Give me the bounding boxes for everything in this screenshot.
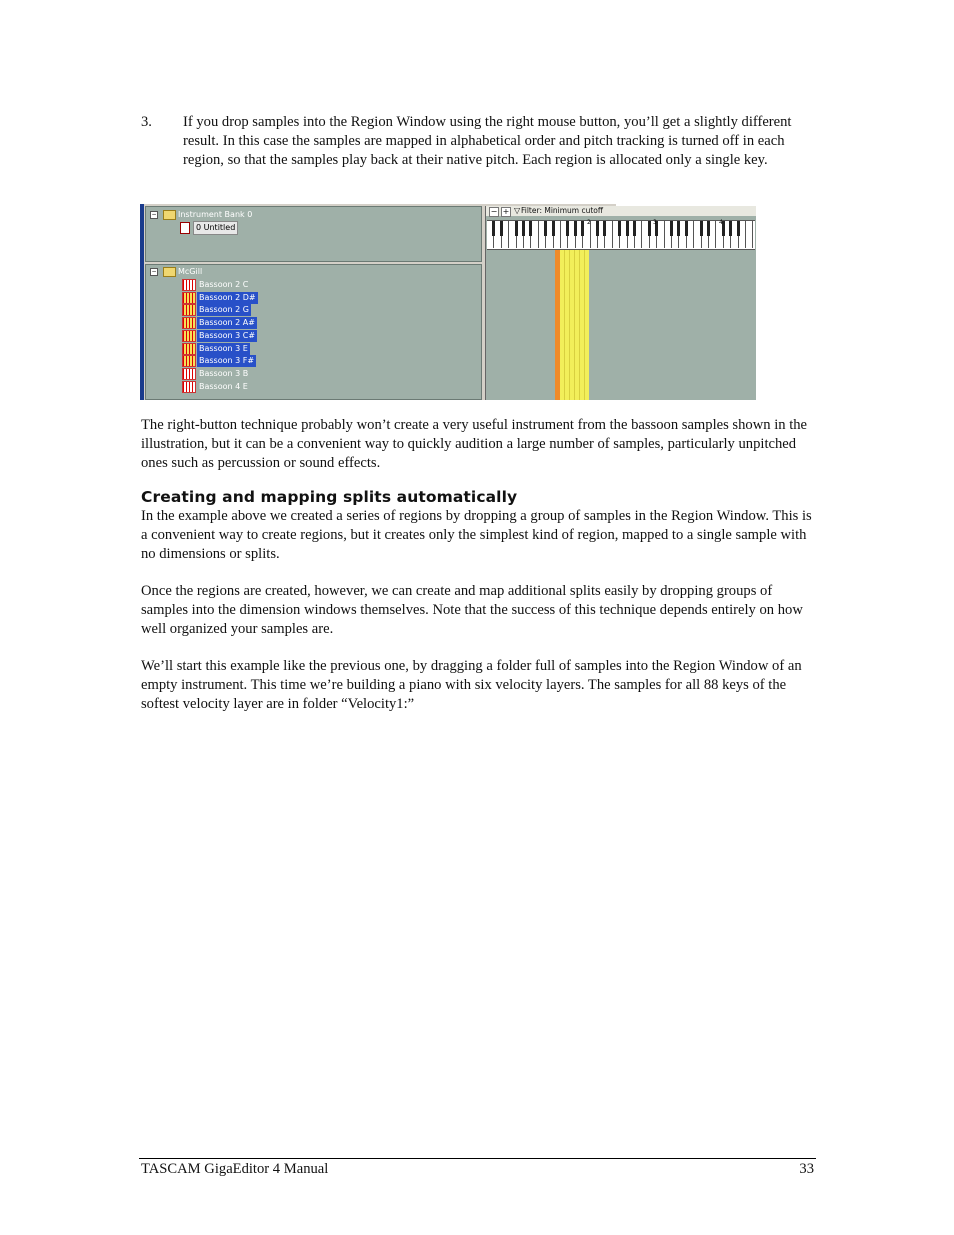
black-key[interactable] [492,221,495,236]
sample-label: Bassoon 3 E [199,343,248,353]
region-window-screenshot [140,204,723,400]
black-key[interactable] [618,221,621,236]
black-key[interactable] [729,221,732,236]
waveform-icon [182,317,196,329]
black-key[interactable] [670,221,673,236]
waveform-icon [182,381,196,393]
black-key[interactable] [522,221,525,236]
window-edge [140,204,144,400]
footer-title: TASCAM GigaEditor 4 Manual [141,1161,329,1177]
minus-button[interactable]: − [490,207,498,216]
paragraph-splits: Once the regions are created, however, we can create and map additional splits easily by dropping groups of samples into the dimension windows themselves. Note that the success of this technique depends entirely on how well organized your samples are. [141,583,803,637]
collapse-icon[interactable]: − [151,211,157,218]
sample-label: Bassoon 3 C# [199,330,256,340]
black-key[interactable] [515,221,518,236]
plus-button[interactable]: + [502,207,510,216]
black-key[interactable] [574,221,577,236]
white-key[interactable] [746,221,753,248]
black-key[interactable] [685,221,688,236]
octave-number: 4 [719,219,723,226]
white-key[interactable] [709,221,716,248]
black-key[interactable] [500,221,503,236]
paragraph-example: In the example above we created a series of regions by dropping a group of samples in the Region Window. This is a convenient way to create regions, but it creates only the simplest kind of region, mapped to a single sample with no dimensions or splits. [141,508,812,562]
black-key[interactable] [626,221,629,236]
paragraph-right-button: The right-button technique probably won’t create a very useful instrument from the bassoon samples shown in the illustration, but it can be a convenient way to quickly audition a large number of samples, particularly unpitched ones such as percussion or sound effects. [141,417,808,471]
black-key[interactable] [677,221,680,236]
black-key[interactable] [544,221,547,236]
waveform-icon [182,355,196,367]
black-key[interactable] [633,221,636,236]
white-key[interactable] [502,221,509,248]
waveform-icon [182,292,196,304]
octave-number: 3 [653,219,657,226]
black-key[interactable] [581,221,584,236]
region-toolbar [486,206,756,216]
folder-icon [163,210,176,220]
region-bars[interactable] [560,250,589,400]
region-area[interactable] [486,250,756,400]
filter-label: Filter: Minimum cutoff [521,206,604,215]
instrument-bank-pane [145,206,482,262]
black-key[interactable] [552,221,555,236]
white-key[interactable] [687,221,694,248]
black-key[interactable] [707,221,710,236]
white-key[interactable] [605,221,612,248]
sample-label: Bassoon 4 E [199,381,248,391]
waveform-icon [182,304,196,316]
black-key[interactable] [529,221,532,236]
list-item-text: If you drop samples into the Region Window using the right mouse button, you’ll get a slightly different result. In this case the samples are mapped in alphabetical order and pitch tracking is turned off in each region, so that the samples play back at their native pitch. Each region is allocated only a single key. [183,114,792,168]
sample-label: Bassoon 2 A# [199,318,255,328]
list-number: 3. [141,114,152,130]
waveform-icon [182,330,196,342]
black-key[interactable] [566,221,569,236]
sample-label: Bassoon 3 B [199,368,249,378]
waveform-icon [182,279,196,291]
black-key[interactable] [603,221,606,236]
filter-dropdown-icon[interactable]: ▽ [514,206,521,215]
sample-label: Bassoon 2 D# [199,292,256,302]
black-key[interactable] [596,221,599,236]
collapse-icon[interactable]: − [151,268,157,275]
white-key[interactable] [531,221,538,248]
instrument-label: 0 Untitled [193,221,238,235]
sample-label: Bassoon 2 G [199,305,249,315]
black-key[interactable] [700,221,703,236]
bank-label: Instrument Bank 0 [178,210,253,219]
sample-pane [145,264,482,400]
waveform-icon [182,343,196,355]
octave-number: 2 [587,219,591,226]
black-key[interactable] [737,221,740,236]
black-key[interactable] [648,221,651,236]
keyboard[interactable] [487,220,755,250]
sample-label: Bassoon 2 C [199,280,249,289]
region-window [485,206,756,400]
folder-label: McGill [178,267,203,276]
folder-icon [163,267,176,277]
instrument-icon [180,222,190,234]
sample-label: Bassoon 3 F# [199,356,255,366]
white-key[interactable] [739,221,746,248]
paragraph-piano: We’ll start this example like the previous one, by dragging a folder full of samples into the Region Window of an empty instrument. This time we’re building a piano with six velocity layers. The samples for all 88 keys of the softest velocity layer are in folder “Velocity1:” [141,658,802,712]
white-key[interactable] [657,221,664,248]
white-key[interactable] [635,221,642,248]
waveform-icon [182,368,196,380]
white-key[interactable] [554,221,561,248]
section-heading: Creating and mapping splits automatically [141,488,518,506]
page-number: 33 [799,1161,814,1177]
footer-rule [139,1158,816,1159]
